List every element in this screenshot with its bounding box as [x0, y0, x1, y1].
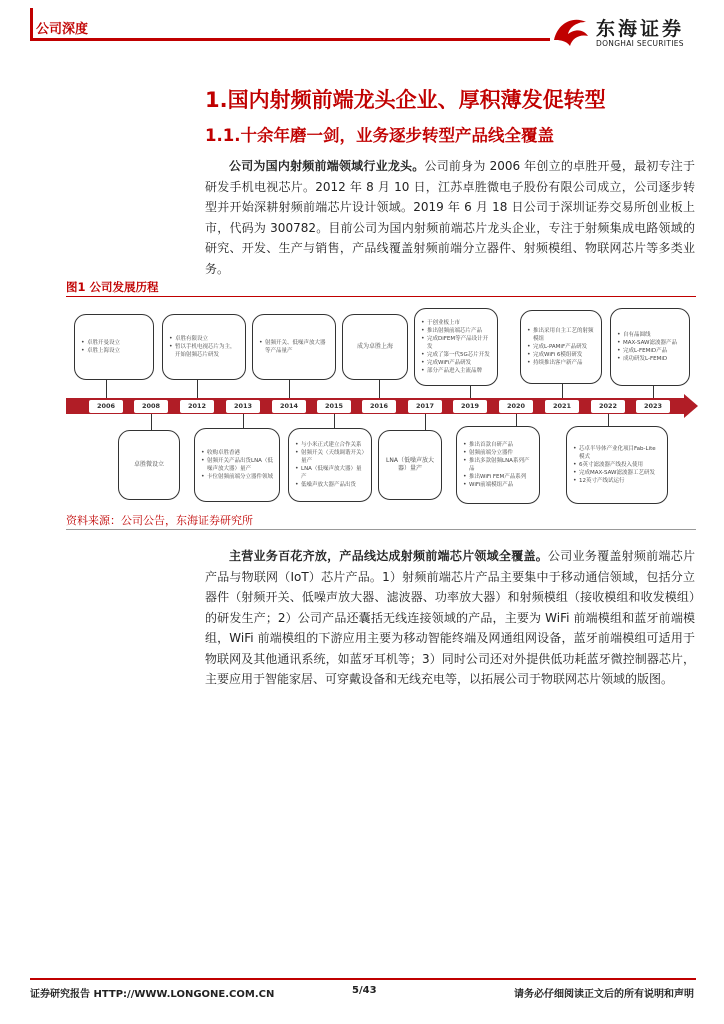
year-2012: 2012	[180, 400, 214, 413]
section-label: 公司深度	[36, 22, 89, 37]
intro-body: 公司前身为 2006 年创立的卓胜开曼，最初专注于研发手机电视芯片。2012 年 8 月 10 日，江苏卓胜微电子股份有限公司成立，公司逐步转型并开始深耕射频前端芯片设计领域。2019 年 6 月 18 日公司于深圳证券交易所创业板上市，代码为 300782。目前公司为国内射频前端芯片龙头企业，专注于射频集成电路领域的研究、开发、生产与销售，产品线覆盖射频前端分立器件、射频模组、物联网芯片等多类业务。	[205, 159, 695, 276]
business-paragraph	[205, 546, 695, 690]
year-2016: 2016	[362, 400, 396, 413]
footer-rule	[30, 978, 696, 980]
year-2019: 2019	[453, 400, 487, 413]
timeline-box-2023: • 自有晶圆线 • MAX-SAW滤波器产品 • 完成L-FEMiD产品 • 成功研发L-FEMiD	[610, 308, 690, 386]
section-heading: 1.国内射频前端龙头企业、厚积薄发促转型	[205, 88, 606, 112]
year-2008: 2008	[134, 400, 168, 413]
connector	[243, 414, 244, 428]
intro-paragraph	[205, 156, 695, 279]
timeline-box-2021: • 推出采用自主工艺的射频模组 • 完成L-PAMiF产品研发 • 完成WiFi 6模组研发 • 持续推出客户新产品	[520, 310, 602, 384]
timeline-box-2019: • 于创业板上市 • 推出射频前端芯片产品 • 完成DiFEM等产品设计开发 • 完成了第一代5G芯片开发 • 完成WiFi产品研发 • 部分产品进入主流品牌	[414, 308, 498, 386]
business-body: 公司业务覆盖射频前端芯片产品与物联网（IoT）芯片产品。1）射频前端芯片产品主要集中于移动通信领域，包括分立器件（射频开关、低噪声放大器、滤波器、功率放大器）和射频模组（接收模组和收发模组）的研发生产；2）公司产品还囊括无线连接领域的产品，主要为 WiFi 前端模组和蓝牙前端模组，WiFi 前端模组的下游应用主要为移动智能终端及网通组网设备，蓝牙前端模组可适用于物联网及其他通讯系统，如蓝牙耳机等；3）同时公司还对外提供低功耗蓝牙微控制器芯片，主要应用于智能家居、可穿戴设备和无线充电等，以拓展公司于物联网芯片领域的版图。	[205, 549, 695, 686]
connector	[151, 414, 152, 430]
header-rule	[30, 38, 550, 41]
business-lead: 主营业务百花齐放，产品线达成射频前端芯片领域全覆盖。	[229, 549, 549, 563]
figure-bottom-rule	[66, 529, 696, 530]
year-2014: 2014	[272, 400, 306, 413]
connector	[516, 414, 517, 426]
logo-chinese-name: 东海证券	[596, 18, 685, 40]
timeline-box-2015: • 与小米正式建立合作关系 • 射频开关（天线调谐开关）量产 • LNA（低噪声放大器）量产 • 低噪声放大器产品出货	[288, 428, 372, 502]
figure-title-rule	[66, 296, 696, 297]
year-2020: 2020	[499, 400, 533, 413]
timeline-box-2022: • 芯卓半导体产业化项目Fab-Lite 模式 • 6英寸滤波器产线投入使用 • 完成MAX-SAW滤波器工艺研发 • 12英寸产线试运行	[566, 426, 668, 504]
year-2013: 2013	[226, 400, 260, 413]
connector	[608, 414, 609, 426]
footer-disclaimer: 请务必仔细阅读正文后的所有说明和声明	[514, 989, 694, 1000]
connector	[425, 414, 426, 430]
figure-title: 图1 公司发展历程	[66, 280, 159, 294]
year-2022: 2022	[591, 400, 625, 413]
connector	[334, 414, 335, 428]
connector	[379, 380, 380, 398]
connector	[197, 380, 198, 398]
figure-source: 资料来源：公司公告，东海证券研究所	[66, 514, 253, 527]
dragon-logo-icon	[548, 10, 594, 54]
subsection-heading: 1.1.十余年磨一剑，业务逐步转型产品线全覆盖	[205, 126, 554, 145]
year-2021: 2021	[545, 400, 579, 413]
timeline-box-2013: • 收购卓胜香港 • 射频开关产品出货LNA（低噪声放大器）量产 • 卡位射频前端分立器件领域	[194, 428, 280, 502]
timeline-box-2008: 卓胜微设立	[118, 430, 180, 500]
timeline-arrow-icon	[684, 394, 698, 418]
timeline-box-2014: • 射频开关、低噪声放大器等产品量产	[252, 314, 336, 380]
page-number: 5/43	[352, 985, 377, 996]
timeline-box-2017: LNA（低噪声放大器）量产	[378, 430, 442, 500]
intro-lead: 公司为国内射频前端领域行业龙头。	[229, 159, 425, 173]
connector	[289, 380, 290, 398]
timeline-box-2012: • 卓胜有限设立 • 暂以手机电视芯片为主，开始射频芯片研发	[162, 314, 246, 380]
footer-website: 证券研究报告 HTTP://WWW.LONGONE.COM.CN	[30, 989, 275, 1000]
logo-english-name: DONGHAI SECURITIES	[596, 39, 684, 48]
connector	[470, 386, 471, 398]
company-logo	[548, 10, 698, 54]
connector	[562, 384, 563, 398]
connector	[106, 380, 107, 398]
year-2017: 2017	[408, 400, 442, 413]
connector	[653, 386, 654, 398]
year-2006: 2006	[89, 400, 123, 413]
year-2015: 2015	[317, 400, 351, 413]
timeline-box-2006: • 卓胜开曼设立 • 卓胜上海设立	[74, 314, 154, 380]
year-2023: 2023	[636, 400, 670, 413]
timeline-box-2020: • 推出首款自研产品 • 射频前端分立器件 • 推出多款射频LNA系列产品 • 推出WiFi FEM产品系列 • WiFi前端模组产品	[456, 426, 540, 504]
timeline-box-2016: 成为卓胜上海	[342, 314, 408, 380]
header-accent-bar	[30, 8, 33, 41]
